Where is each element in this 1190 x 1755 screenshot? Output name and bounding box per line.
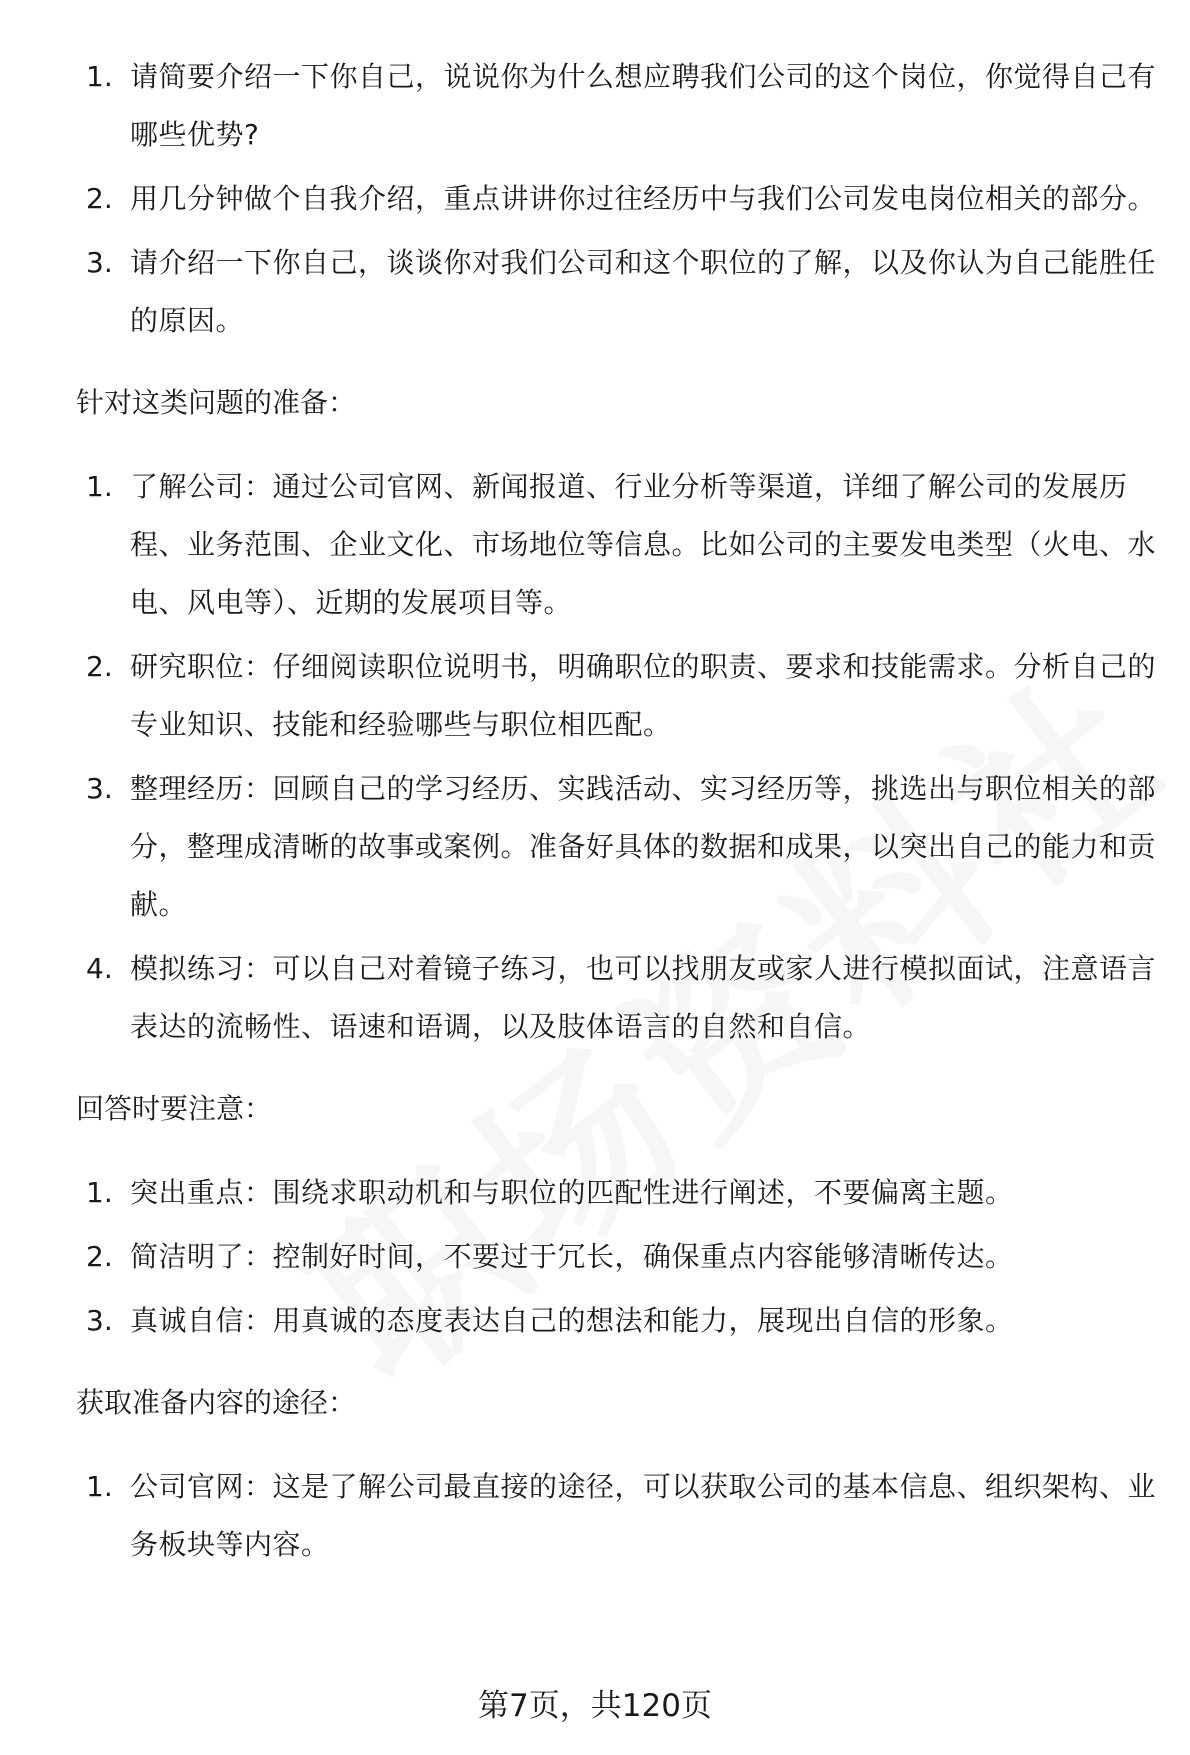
list-text: 突出重点：围绕求职动机和与职位的匹配性进行阐述，不要偏离主题。 [130, 1176, 1014, 1209]
page-content [76, 48, 1176, 1580]
list-number: 1. [86, 470, 113, 503]
list-text: 整理经历：回顾自己的学习经历、实践活动、实习经历等，挑选出与职位相关的部分，整理成清晰的故事或案例。准备好具体的数据和成果，以突出自己的能力和贡献。 [130, 772, 1157, 921]
list-text: 模拟练习：可以自己对着镜子练习，也可以找朋友或家人进行模拟面试，注意语言表达的流畅性、语速和语调，以及肢体语言的自然和自信。 [130, 952, 1157, 1043]
list-item [76, 1228, 1176, 1286]
list-number: 1. [86, 60, 113, 93]
section-heading-sources: 获取准备内容的途径： [76, 1386, 357, 1419]
list-text: 请介绍一下你自己，谈谈你对我们公司和这个职位的了解，以及你认为自己能胜任的原因。 [130, 246, 1157, 337]
list-item [76, 234, 1176, 350]
list-number: 3. [86, 1304, 113, 1337]
section-heading-notes: 回答时要注意： [76, 1092, 273, 1125]
list-item [76, 48, 1176, 164]
list-text: 请简要介绍一下你自己，说说你为什么想应聘我们公司的这个岗位，你觉得自己有哪些优势? [130, 60, 1157, 151]
list-number: 1. [86, 1176, 113, 1209]
preparation-list [76, 458, 1176, 1056]
list-item [76, 458, 1176, 632]
section-heading-preparation: 针对这类问题的准备： [76, 386, 357, 419]
list-item [76, 1292, 1176, 1350]
list-item [76, 760, 1176, 934]
list-text: 简洁明了：控制好时间，不要过于冗长，确保重点内容能够清晰传达。 [130, 1240, 1014, 1273]
list-text: 用几分钟做个自我介绍，重点讲讲你过往经历中与我们公司发电岗位相关的部分。 [130, 182, 1157, 215]
list-number: 2. [86, 182, 113, 215]
list-item [76, 638, 1176, 754]
sources-list [76, 1458, 1176, 1574]
list-item [76, 940, 1176, 1056]
list-text: 真诚自信：用真诚的态度表达自己的想法和能力，展现出自信的形象。 [130, 1304, 1014, 1337]
list-item [76, 1458, 1176, 1574]
list-number: 2. [86, 1240, 113, 1273]
page-number-footer: 第7页，共120页 [478, 1688, 712, 1724]
list-text: 公司官网：这是了解公司最直接的途径，可以获取公司的基本信息、组织架构、业务板块等内容。 [130, 1470, 1157, 1561]
question-list [76, 48, 1176, 350]
list-number: 3. [86, 246, 113, 279]
list-item [76, 1164, 1176, 1222]
notes-list [76, 1164, 1176, 1350]
list-number: 3. [86, 772, 113, 805]
list-number: 1. [86, 1470, 113, 1503]
list-number: 4. [86, 952, 113, 985]
list-number: 2. [86, 650, 113, 683]
list-text: 研究职位：仔细阅读职位说明书，明确职位的职责、要求和技能需求。分析自己的专业知识、技能和经验哪些与职位相匹配。 [130, 650, 1157, 741]
list-item [76, 170, 1176, 228]
list-text: 了解公司：通过公司官网、新闻报道、行业分析等渠道，详细了解公司的发展历程、业务范围、企业文化、市场地位等信息。比如公司的主要发电类型（火电、水电、风电等）、近期的发展项目等。 [130, 470, 1157, 619]
